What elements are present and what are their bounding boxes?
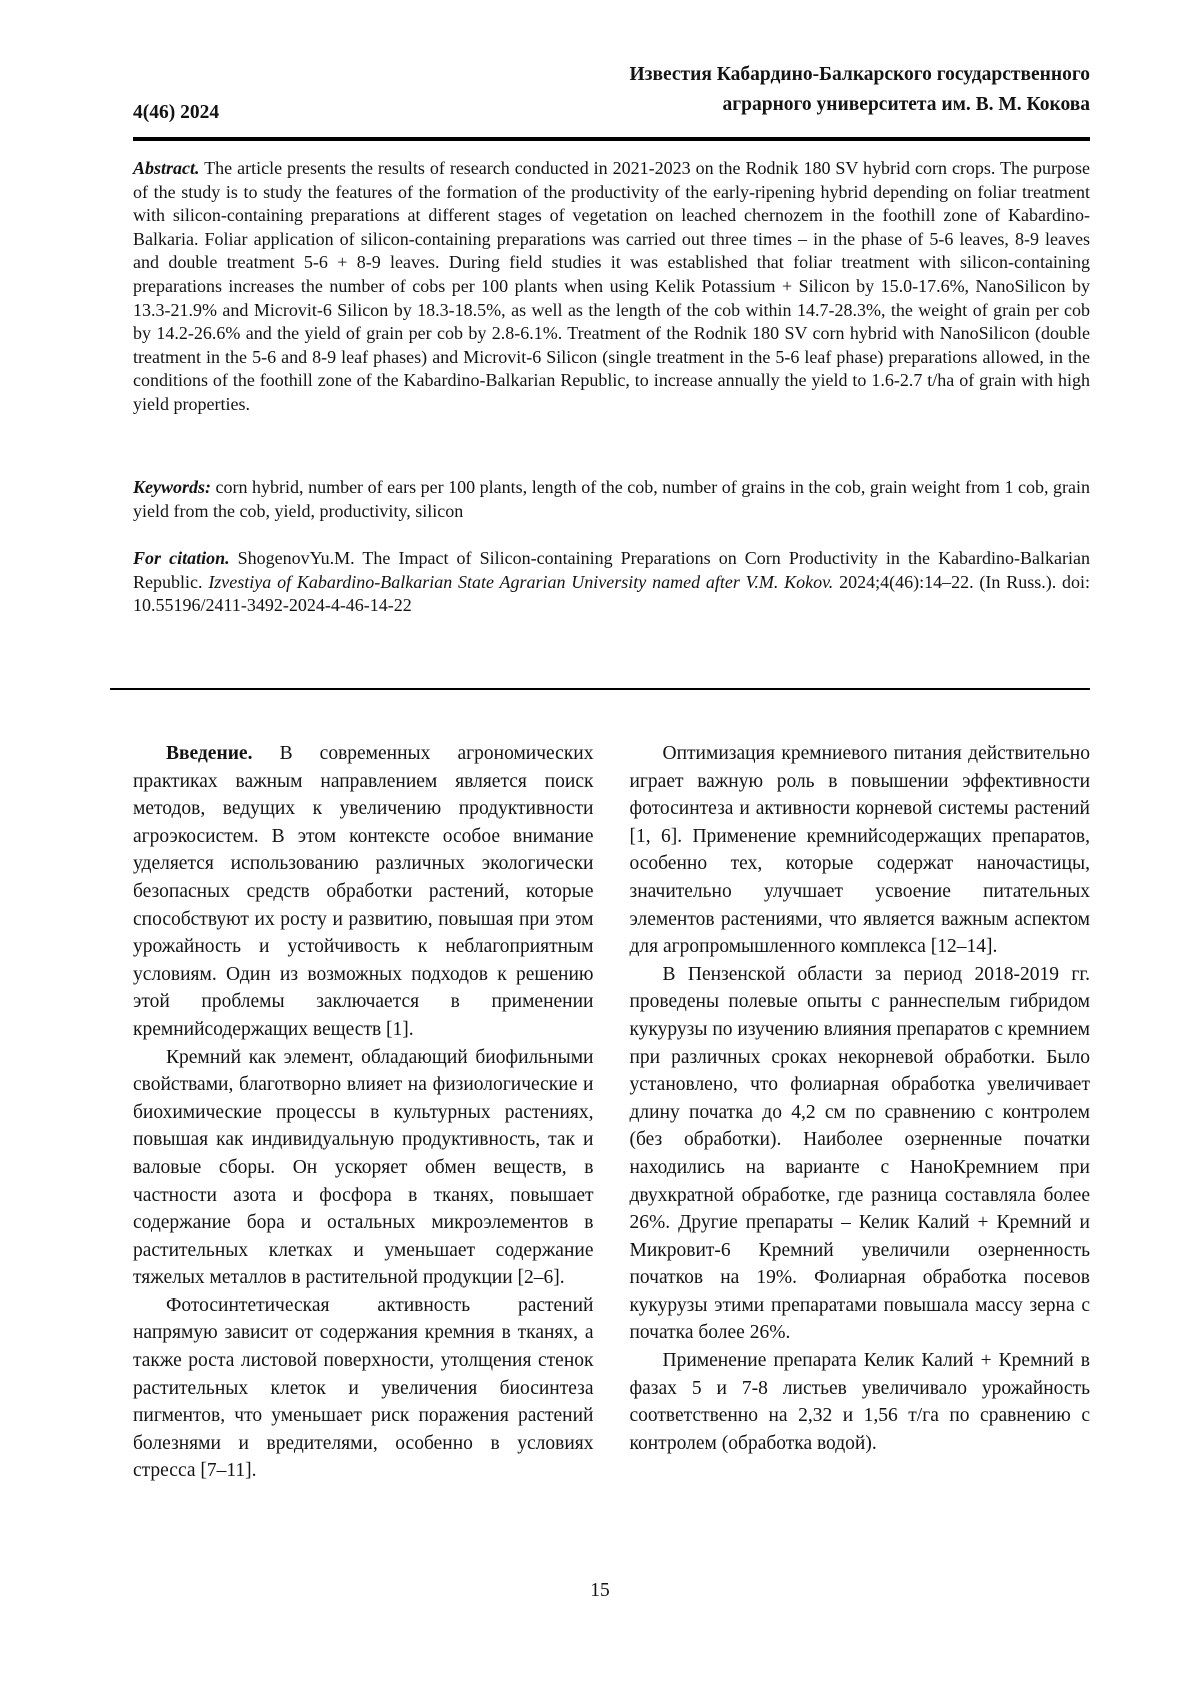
journal-name [133,60,1090,120]
citation-journal-italic: Izvestiya of Kabardino-Balkarian State Agrarian University named after V.M. Kokov. [208,571,834,592]
keywords-label: Keywords: [133,477,211,497]
page-number: 15 [590,1580,610,1601]
citation-section [133,547,1090,618]
abstract-text: The article presents the results of research conducted in 2021-2023 on the Rodnik 180 SV hybrid corn crops. The purpose of the study is to study the features of the formation of the productivity of the early-ripening hybrid depending on foliar treatment with silicon-containing preparations at different stages of vegetation on leached chernozem in the foothill zone of Kabardino-Balkaria. Foliar application of silicon-containing preparations was carried out three times – in the phase of 5-6 leaves, 8-9 leaves and double treatment 5-6 + 8-9 leaves. During field studies it was established that foliar treatment with silicon-containing preparations increases the number of cobs per 100 plants when using Kelik Potassium + Silicon by 15.0-17.6%, NanoSilicon by 13.3-21.9% and Microvit-6 Silicon by 18.3-18.5%, as well as the length of the cob within 14.7-28.3%, the weight of grain per cob by 14.2-26.6% and the yield of grain per cob by 2.8-6.1%. Treatment of the Rodnik 180 SV corn hybrid with NanoSilicon (double treatment in the 5-6 and 8-9 leaf phases) and Microvit-6 Silicon (single treatment in the 5-6 leaf phase) preparations allowed, in the conditions of the foothill zone of the Kabardino-Balkarian Republic, to increase annually the yield to 1.6-2.7 t/ha of grain with high yield properties. [133,158,1090,414]
paragraph-introduction [133,740,594,1044]
keywords-section [133,476,1090,523]
paragraph-text: В современных агрономических практиках важным направлением является поиск методов, ведущих к увеличению продуктивности агроэкосистем. В этом контексте особое внимание уделяется использованию различных экологически безопасных средств обработки растений, которые способствуют их росту и развитию, повышая при этом урожайность и устойчивость к неблагоприятным условиям. Один из возможных подходов к решению этой проблемы заключается в применении кремнийсодержащих веществ [1]. [133,743,594,1040]
body-columns [133,740,1090,1485]
keywords-paragraph [133,476,1090,523]
paragraph [630,1347,1091,1457]
abstract-section [133,157,1090,417]
citation-paragraph [133,547,1090,618]
abstract-paragraph [133,157,1090,417]
paragraph [133,1044,594,1292]
paragraph-text: Применение препарата Келик Калий + Кремний в фазах 5 и 7-8 листьев увеличивало урожайность соответственно на 2,32 и 1,56 т/га по сравнению с контролем (обработка водой). [629,1350,1090,1454]
paragraph-text: Фотосинтетическая активность растений напрямую зависит от содержания кремния в тканях, а также роста листовой поверхности, утолщения стенок растительных клеток и увеличения биосинтеза пигментов, что уменьшает риск поражения растений болезнями и вредителями, особенно в условиях стресса [7–11]. [133,1294,594,1482]
issue-number: 4(46) 2024 [133,102,220,123]
page-header [133,60,1090,134]
paragraph [630,740,1091,961]
paragraph-lead: Введение. [166,743,253,764]
paragraph-text: В Пензенской области за период 2018-2019 гг. проведены полевые опыты с раннеспелым гибридом кукурузы по изучению влияния препаратов с кремнием при различных сроках некорневой обработки. Было установлено, что фолиарная обработка увеличивает длину початка до 4,2 см по сравнению с контролем (без обработки). Наиболее озерненные початки находились на варианте с НаноКремнием при двухкратной обработке, где разница составляла более 26%. Другие препараты – Келик Калий + Кремний и Микровит-6 Кремний увеличили озерненность початков на 19%. Фолиарная обработка посевов кукурузы этими препаратами повышала массу зерна с початка более 26%. [629,963,1090,1344]
journal-name-line2: аграрного университета им. В. М. Кокова [722,94,1090,115]
header-rule [133,137,1090,141]
paragraph-text: Оптимизация кремниевого питания действительно играет важную роль в повышении эффективности фотосинтеза и активности корневой системы растений [1, 6]. Применение кремнийсодержащих препаратов, особенно тех, которые содержат наночастицы, значительно улучшает усвоение питательных элементов растениями, что является важным аспектом для агропромышленного комплекса [12–14]. [629,743,1090,958]
section-divider-rule [110,688,1090,690]
left-column [133,740,594,1485]
right-column [630,740,1091,1485]
abstract-label: Abstract. [133,158,200,178]
citation-authors-title: ShogenovYu.M. The Impact of Silicon-containing Preparations on Corn Productivity in the Kabardino-Balkarian Republic. [133,548,1091,592]
paragraph [133,1292,594,1485]
citation-label: For citation. [133,548,230,568]
paragraph [630,961,1091,1347]
paragraph-text: Кремний как элемент, обладающий биофильными свойствами, благотворно влияет на физиологические и биохимические процессы в культурных растениях, повышая как индивидуальную продуктивность, так и валовые сборы. Он ускоряет обмен веществ, в частности азота и фосфора в тканях, повышает содержание бора и остальных микроэлементов в растительных клетках и уменьшает содержание тяжелых металлов в растительной продукции [2–6]. [133,1046,594,1289]
journal-name-line1: Известия Кабардино-Балкарского государственного [629,64,1090,85]
keywords-text: corn hybrid, number of ears per 100 plants, length of the cob, number of grains in the cob, grain weight from 1 cob, grain yield from the cob, yield, productivity, silicon [133,477,1090,521]
citation-doi-text: 2024;4(46):14–22. (In Russ.). doi: 10.55196/2411-3492-2024-4-46-14-22 [133,571,1091,616]
